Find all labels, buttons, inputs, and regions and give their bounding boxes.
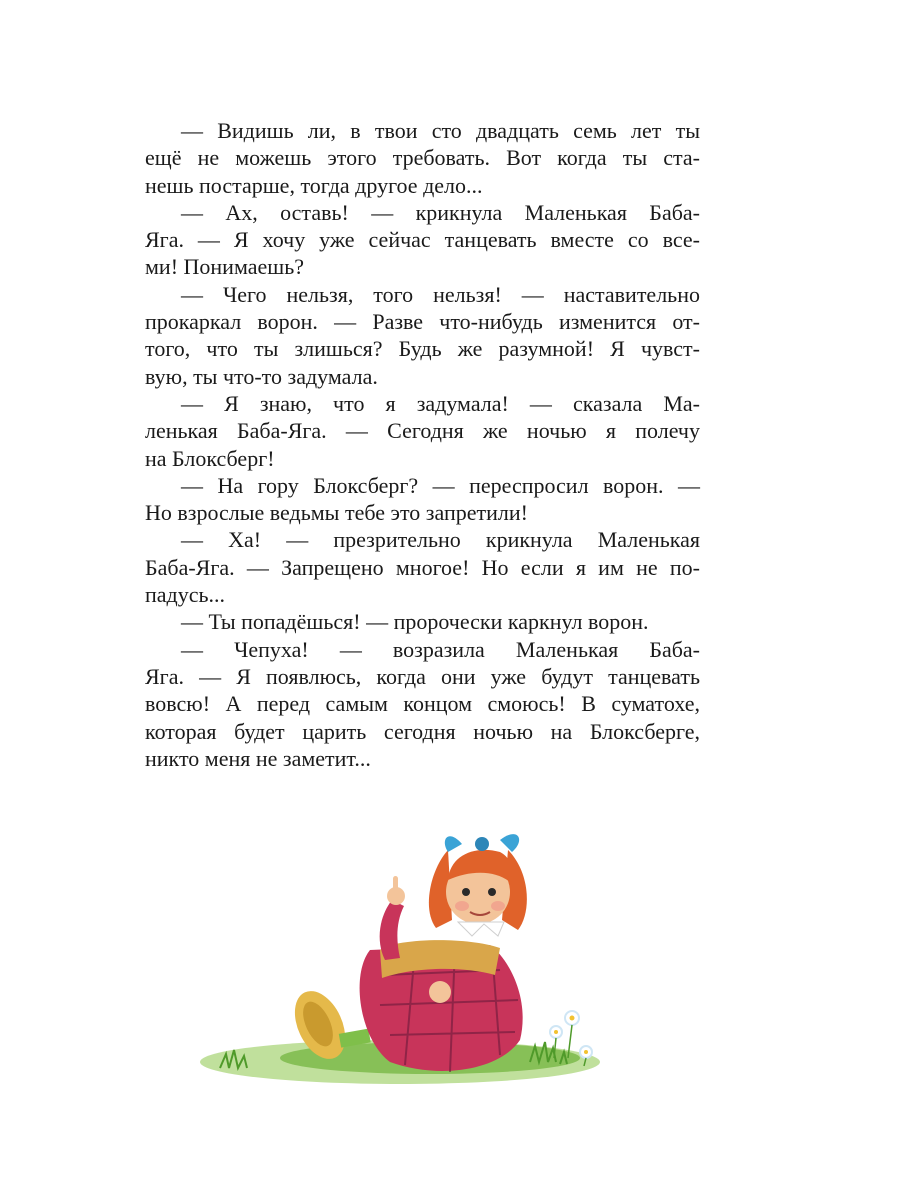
- text-line: Яга. — Я появлюсь, когда они уже будут танцевать: [145, 663, 700, 689]
- text-line: — Ха! — презрительно крикнула Маленькая: [181, 527, 700, 553]
- head: [429, 850, 527, 936]
- text-line: никто меня не заметит...: [145, 745, 371, 771]
- text-line: падусь...: [145, 582, 226, 608]
- text-line: — Чего нельзя, того нельзя! — наставительно: [181, 281, 700, 307]
- text-line: вую, ты что-то задумала.: [145, 363, 378, 389]
- text-line: Яга. — Я хочу уже сейчас танцевать вместе со все-: [145, 227, 700, 253]
- text-line: — На гору Блоксберг? — переспросил ворон. —: [181, 472, 700, 498]
- text-line: того, что ты злишься? Будь же разумной! Я чувст-: [145, 336, 700, 362]
- hand: [429, 981, 451, 1003]
- text-line: — Чепуха! — возразила Маленькая Баба-: [181, 636, 700, 662]
- text-line: — Ах, оставь! — крикнула Маленькая Баба-: [181, 199, 700, 225]
- text-line: ми! Понимаешь?: [145, 254, 304, 280]
- dress: [360, 940, 523, 1072]
- text-line: — Я знаю, что я задумала! — сказала Ма-: [181, 390, 700, 416]
- text-line: прокаркал ворон. — Разве что-нибудь изменится от-: [145, 309, 700, 335]
- text-line: ленькая Баба-Яга. — Сегодня же ночью я полечу: [145, 418, 700, 444]
- text-line: Но взрослые ведьмы тебе это запретили!: [145, 500, 528, 526]
- text-line: нешь постарше, тогда другое дело...: [145, 172, 483, 198]
- story-text: [145, 117, 700, 772]
- little-witch-illustration: [200, 800, 620, 1100]
- text-line: которая будет царить сегодня ночью на Блоксберге,: [145, 718, 700, 744]
- text-line: — Видишь ли, в твои сто двадцать семь лет ты: [181, 118, 700, 143]
- text-line: ещё не можешь этого требовать. Вот когда ты ста-: [145, 145, 700, 171]
- hair-bow: [445, 834, 519, 852]
- text-line: — Ты попадёшься! — пророчески каркнул ворон.: [181, 609, 649, 635]
- text-line: на Блоксберг!: [145, 445, 275, 471]
- text-line: вовсю! А перед самым концом смоюсь! В суматохе,: [145, 691, 700, 717]
- text-line: Баба-Яга. — Запрещено многое! Но если я им не по-: [145, 554, 700, 580]
